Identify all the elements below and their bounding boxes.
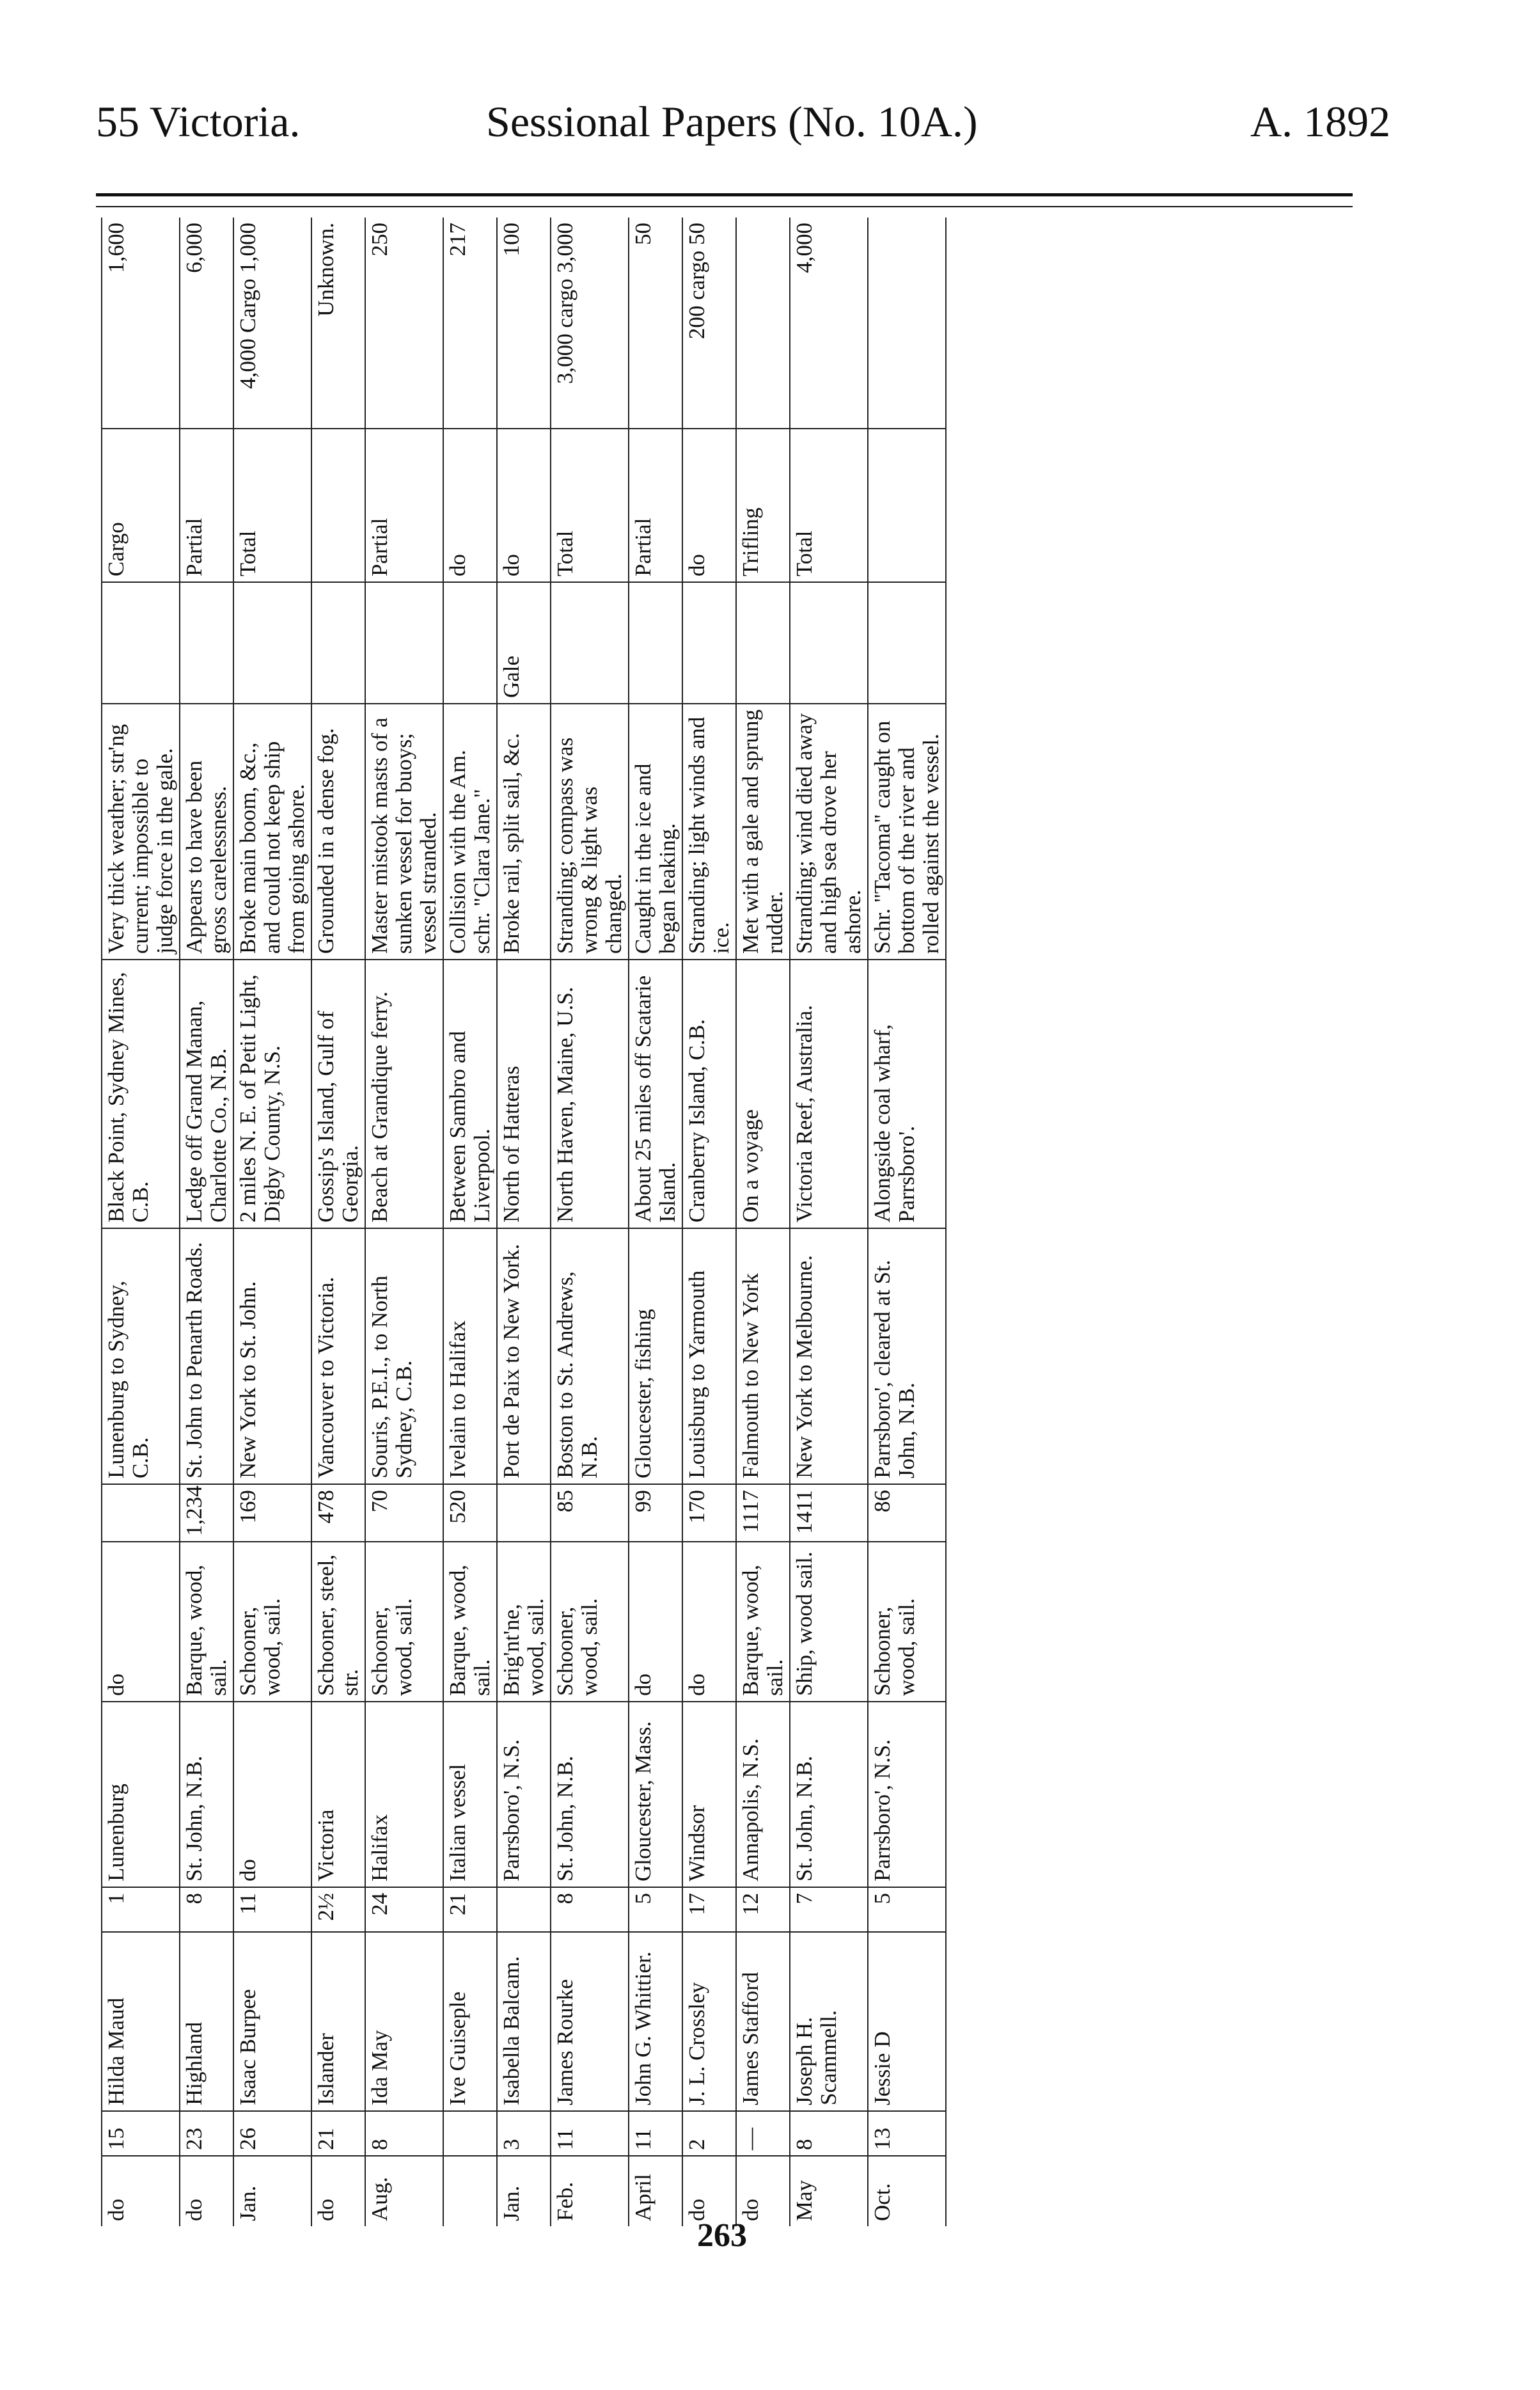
cell-damage: Total [790,429,868,582]
cell-lives [443,582,497,704]
cell-month: do [682,2156,736,2226]
cell-name: Jessie D [868,1932,946,2111]
cell-month: do [180,2156,233,2226]
cell-name: Ive Guiseple [443,1932,497,2111]
cell-place: Victoria Reef, Australia. [790,960,868,1228]
cell-crew: 1411 [790,1484,868,1542]
cell-place: Alongside coal wharf, Parrsboro'. [868,960,946,1228]
cell-day: 2 [682,2111,736,2156]
cell-cause: Stranding; wind died away and high sea drove her ashore. [790,704,868,960]
table-row [180,218,233,2226]
cell-day: 8 [790,2111,868,2156]
cell-name: James Stafford [736,1932,790,2111]
cell-rig: Ship, wood sail. [790,1542,868,1702]
cell-crew: 170 [682,1484,736,1542]
cell-place: About 25 miles off Scatarie Island. [629,960,682,1228]
cell-crew: 99 [629,1484,682,1542]
header-rule-thin [96,206,1353,207]
cell-day: 15 [102,2111,180,2156]
cell-value: 4,000 Cargo 1,000 [233,218,311,429]
cell-rig: Schooner, wood, sail. [365,1542,443,1702]
cell-value [868,218,946,429]
cell-value [736,218,790,429]
cell-name: John G. Whittier. [629,1932,682,2111]
cell-name: Joseph H. Scammell. [790,1932,868,2111]
cell-name: Highland [180,1932,233,2111]
cell-damage [868,429,946,582]
cell-port: Annapolis, N.S. [736,1702,790,1887]
cell-cause: Schr. "Tacoma" caught on bottom of the river and rolled against the vessel. [868,704,946,960]
cell-day: 26 [233,2111,311,2156]
cell-damage: Cargo [102,429,180,582]
cell-month: Jan. [233,2156,311,2226]
cell-crew: 86 [868,1484,946,1542]
table-row [629,218,682,2226]
table-row [365,218,443,2226]
cell-cause: Stranding; light winds and ice. [682,704,736,960]
cell-value: 100 [497,218,551,429]
cell-port: Windsor [682,1702,736,1887]
cell-port: St. John, N.B. [790,1702,868,1887]
cell-place: 2 miles N. E. of Petit Light, Digby County, N.S. [233,960,311,1228]
table-row [682,218,736,2226]
cell-cause: Grounded in a dense fog. [311,704,365,960]
cell-cause: Caught in the ice and began leaking. [629,704,682,960]
cell-month: do [102,2156,180,2226]
cell-lives [790,582,868,704]
cell-voyage: New York to Melbourne. [790,1228,868,1484]
cell-day [443,2111,497,2156]
cell-port: Lunenburg [102,1702,180,1887]
cell-day: 23 [180,2111,233,2156]
cell-voyage: Vancouver to Victoria. [311,1228,365,1484]
cell-tons: 24 [365,1887,443,1932]
cell-port: Gloucester, Mass. [629,1702,682,1887]
cell-cause: Met with a gale and sprung rudder. [736,704,790,960]
cell-lives [868,582,946,704]
cell-lives [736,582,790,704]
cell-tons: 8 [180,1887,233,1932]
cell-damage: Partial [629,429,682,582]
cell-voyage: Boston to St. Andrews, N.B. [551,1228,629,1484]
cell-voyage: Souris, P.E.I., to North Sydney, C.B. [365,1228,443,1484]
cell-tons: 11 [233,1887,311,1932]
cell-tons: 21 [443,1887,497,1932]
cell-rig: Barque, wood, sail. [736,1542,790,1702]
cell-lives [311,582,365,704]
cell-lives [551,582,629,704]
cell-value: 200 cargo 50 [682,218,736,429]
cell-damage: Partial [180,429,233,582]
cell-rig: Barque, wood, sail. [180,1542,233,1702]
cell-port: St. John, N.B. [551,1702,629,1887]
cell-rig: Schooner, wood, sail. [233,1542,311,1702]
cell-lives [233,582,311,704]
cell-tons: 7 [790,1887,868,1932]
cell-day: 11 [551,2111,629,2156]
cell-crew: 70 [365,1484,443,1542]
cell-cause: Broke main boom, &c., and could not keep ship from going ashore. [233,704,311,960]
cell-value: 6,000 [180,218,233,429]
cell-tons: 5 [868,1887,946,1932]
table-row [497,218,551,2226]
cell-damage: Trifling [736,429,790,582]
cell-day: 13 [868,2111,946,2156]
cell-month [443,2156,497,2226]
cell-name: Ida May [365,1932,443,2111]
cell-lives [629,582,682,704]
cell-tons [497,1887,551,1932]
cell-rig: Schooner, wood, sail. [868,1542,946,1702]
cell-crew: 1,234 [180,1484,233,1542]
table-row [443,218,497,2226]
cell-day: 8 [365,2111,443,2156]
cell-crew [102,1484,180,1542]
wreck-table [101,218,947,2226]
table-row [868,218,946,2226]
header-year: A. 1892 [1250,97,1391,146]
cell-damage [311,429,365,582]
cell-tons: 5 [629,1887,682,1932]
cell-lives [365,582,443,704]
cell-name: Hilda Maud [102,1932,180,2111]
cell-voyage: Port de Paix to New York. [497,1228,551,1484]
cell-rig: do [102,1542,180,1702]
cell-rig: do [629,1542,682,1702]
cell-value: 4,000 [790,218,868,429]
cell-damage: do [497,429,551,582]
cell-cause: Broke rail, split sail, &c. [497,704,551,960]
cell-port: Victoria [311,1702,365,1887]
cell-port: Parrsboro', N.S. [497,1702,551,1887]
cell-voyage: Falmouth to New York [736,1228,790,1484]
cell-damage: Total [551,429,629,582]
table-row [311,218,365,2226]
cell-place: Between Sambro and Liverpool. [443,960,497,1228]
cell-day: 3 [497,2111,551,2156]
cell-voyage: Louisburg to Yarmouth [682,1228,736,1484]
cell-place: North Haven, Maine, U.S. [551,960,629,1228]
cell-month: do [311,2156,365,2226]
cell-port: Halifax [365,1702,443,1887]
cell-crew: 169 [233,1484,311,1542]
cell-month: Jan. [497,2156,551,2226]
header-volume: 55 Victoria. [96,97,301,146]
cell-place: Gossip's Island, Gulf of Georgia. [311,960,365,1228]
cell-month: April [629,2156,682,2226]
cell-port: St. John, N.B. [180,1702,233,1887]
table-row [736,218,790,2226]
cell-rig: Schooner, steel, str. [311,1542,365,1702]
cell-month: Feb. [551,2156,629,2226]
cell-cause: Master mistook masts of a sunken vessel for buoys; vessel stranded. [365,704,443,960]
rotated-table-container [101,218,1355,2226]
cell-place: Beach at Grandique ferry. [365,960,443,1228]
table-body [102,218,946,2226]
header-sessional-papers: Sessional Papers (No. 10A.) [486,97,978,146]
cell-port: do [233,1702,311,1887]
cell-value: 1,600 [102,218,180,429]
cell-value: 250 [365,218,443,429]
header-rule [96,193,1353,196]
cell-place: Cranberry Island, C.B. [682,960,736,1228]
cell-voyage: New York to St. John. [233,1228,311,1484]
cell-place: Ledge off Grand Manan, Charlotte Co., N.B. [180,960,233,1228]
cell-month: Aug. [365,2156,443,2226]
table-row [551,218,629,2226]
cell-day: — [736,2111,790,2156]
cell-voyage: Lunenburg to Sydney, C.B. [102,1228,180,1484]
table-row [790,218,868,2226]
cell-tons: 1 [102,1887,180,1932]
cell-name: James Rourke [551,1932,629,2111]
cell-place: Black Point, Sydney Mines, C.B. [102,960,180,1228]
cell-value: 50 [629,218,682,429]
cell-rig: Schooner, wood, sail. [551,1542,629,1702]
cell-value: 217 [443,218,497,429]
table-row [102,218,180,2226]
cell-rig: do [682,1542,736,1702]
cell-crew: 1117 [736,1484,790,1542]
cell-cause: Very thick weather; str'ng current; impossible to judge force in the gale. [102,704,180,960]
cell-voyage: Parrsboro', cleared at St. John, N.B. [868,1228,946,1484]
cell-lives: Gale [497,582,551,704]
cell-voyage: Gloucester, fishing [629,1228,682,1484]
cell-value: 3,000 cargo 3,000 [551,218,629,429]
cell-place: North of Hatteras [497,960,551,1228]
cell-rig: Barque, wood, sail. [443,1542,497,1702]
cell-port: Parrsboro', N.S. [868,1702,946,1887]
cell-cause: Collision with the Am. schr. "Clara Jane." [443,704,497,960]
cell-month: do [736,2156,790,2226]
cell-name: J. L. Crossley [682,1932,736,2111]
cell-crew: 85 [551,1484,629,1542]
cell-name: Isaac Burpee [233,1932,311,2111]
cell-rig: Brig'nt'ne, wood, sail. [497,1542,551,1702]
cell-lives [682,582,736,704]
cell-tons: 12 [736,1887,790,1932]
cell-damage: Partial [365,429,443,582]
cell-cause: Appears to have been gross carelessness. [180,704,233,960]
cell-name: Isabella Balcam. [497,1932,551,2111]
cell-value: Unknown. [311,218,365,429]
cell-lives [180,582,233,704]
cell-damage: Total [233,429,311,582]
cell-name: Islander [311,1932,365,2111]
cell-damage: do [682,429,736,582]
cell-day: 21 [311,2111,365,2156]
cell-voyage: St. John to Penarth Roads. [180,1228,233,1484]
table-row [233,218,311,2226]
cell-month: May [790,2156,868,2226]
cell-voyage: Ivelain to Halifax [443,1228,497,1484]
page-number: 263 [697,2217,747,2254]
cell-lives [102,582,180,704]
cell-tons: 2½ [311,1887,365,1932]
cell-month: Oct. [868,2156,946,2226]
cell-crew: 520 [443,1484,497,1542]
cell-day: 11 [629,2111,682,2156]
cell-tons: 8 [551,1887,629,1932]
cell-place: On a voyage [736,960,790,1228]
cell-cause: Stranding; compass was wrong & light was changed. [551,704,629,960]
cell-port: Italian vessel [443,1702,497,1887]
cell-crew [497,1484,551,1542]
cell-crew: 478 [311,1484,365,1542]
cell-damage: do [443,429,497,582]
cell-tons: 17 [682,1887,736,1932]
